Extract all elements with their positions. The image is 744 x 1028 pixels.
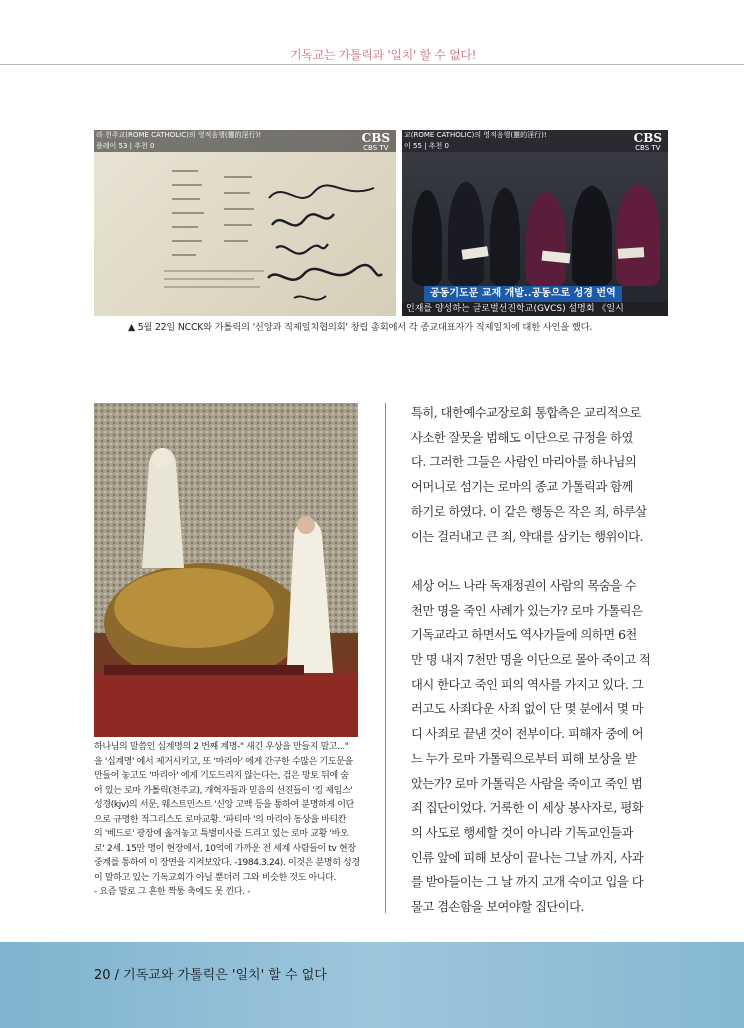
person-figure <box>448 182 484 286</box>
open-book <box>618 247 645 259</box>
body-line: 의 사도로 행세할 것이 아니라 기독교인들과 <box>411 825 633 840</box>
video-stats: 이 55 | 추천 0 <box>404 142 449 150</box>
body-line: 대시 한다고 죽인 피의 역사를 가지고 있다. 그 <box>411 677 644 692</box>
paragraph-gap <box>411 549 669 574</box>
body-line: 디 사죄로 끝낸 것이 전부이다. 피해자 중에 어 <box>411 727 644 742</box>
document-line <box>224 240 248 242</box>
page-footer <box>0 942 744 1028</box>
news-ticker: 인재를 양성하는 글로벌선진학교(GVCS) 설명회 《일시 <box>402 302 668 316</box>
header-rule <box>0 64 744 65</box>
photo-clergy-meeting <box>402 130 668 316</box>
news-headline-banner: 공동기도문 교재 개발..공동으로 성경 번역 <box>424 286 622 302</box>
statue-scene-drawing <box>94 403 358 737</box>
header-title: 기독교는 가톨릭과 '일치' 할 수 없다! <box>290 48 477 62</box>
document-line <box>224 176 252 178</box>
page-number-title: 20 / 기독교와 가톨릭은 '일치' 할 수 없다 <box>94 968 327 983</box>
cbs-logo <box>362 132 390 152</box>
document-line <box>224 224 252 226</box>
caption-line: 하나님의 말씀인 십계명의 2 번째 계명-" 새긴 우상을 만들지 말고..." <box>94 742 349 752</box>
document-line <box>164 278 254 280</box>
open-book <box>461 246 488 260</box>
caption-line: 중계를 통하여 이 장면을 지켜보았다. -1984.3.24). 이것은 분명히 성경 <box>94 858 360 868</box>
cbs-logo-text: CBS <box>633 131 662 145</box>
body-line: 이는 걸러내고 큰 죄, 약대를 삼키는 행위이다. <box>411 529 644 544</box>
document-line <box>172 240 202 242</box>
caption-line: 어 있는 로마 가톨릭(천주교), 개혁자들과 믿음의 선진들이 '킹 제임스' <box>94 785 353 796</box>
body-line: 죄 집단이었다. 거룩한 이 세상 봉사자로, 평화 <box>411 801 644 816</box>
body-line: 다. 그러한 그들은 사람인 마리아를 하나님의 <box>411 455 637 470</box>
signatures-drawing <box>264 170 384 310</box>
body-line: 특히, 대한예수교장로회 통합측은 교리적으로 <box>411 406 641 420</box>
body-line: 세상 어느 나라 독재정권이 사람의 목숨을 수 <box>411 578 637 593</box>
article-body <box>411 401 669 969</box>
body-line: 느 누가 로마 가톨릭으로부터 피해 보상을 받 <box>411 751 637 766</box>
caption-line: 을 '십계명' 에서 제거시키고, 또 '마리아' 에게 간구한 수많은 기도문을 <box>94 756 353 767</box>
photo-signed-document <box>94 130 396 316</box>
person-figure <box>526 192 566 286</box>
video-title: 교(ROME CATHOLIC)의 영적음행(靈的淫行)! <box>404 131 547 139</box>
document-line <box>224 192 250 194</box>
person-figure <box>616 184 660 286</box>
running-header <box>0 40 744 68</box>
body-line: 천만 명을 죽인 사례가 있는가? 로마 가톨릭은 <box>411 603 643 618</box>
body-line: 기독교라고 하면서도 역사가들에 의하면 6천 <box>411 628 637 643</box>
caption-line: 으로 규명한 적그리스도 로마교황. '파티마 '의 마리아 동상을 바티칸 <box>94 814 347 825</box>
caption-line: - 요즘 말로 그 흔한 짝퉁 축에도 못 낀다. - <box>94 887 251 897</box>
caption-line: 로' 2세. 15만 명이 현장에서, 10억에 가까운 전 세계 사람들이 tv 현장 <box>94 843 356 854</box>
video-stats: 플레이 53 | 추천 0 <box>96 142 155 150</box>
body-line: 았는가? 로마 가톨릭은 사람을 죽이고 죽인 범 <box>411 776 643 791</box>
statue-photo-caption <box>94 740 362 900</box>
column-divider <box>385 403 386 913</box>
cbs-logo-text: CBS <box>361 131 390 145</box>
photo-caption: ▲ 5월 22일 NCCK와 가톨릭의 '신앙과 직제일치협의회' 창립 총회에서 각 종교대표자가 직제일치에 대한 사인을 했다. <box>128 322 593 333</box>
document-line <box>172 212 204 214</box>
body-line: 만 명 내지 7천만 명을 이단으로 몰아 죽이고 적 <box>411 653 651 668</box>
person-figure <box>572 186 612 286</box>
caption-line: 이 말하고 있는 기독교회가 아닐 뿐더러 그와 비슷한 것도 아니다. <box>94 872 337 883</box>
person-figure <box>490 188 520 286</box>
document-line <box>172 198 200 200</box>
caption-line: 의 '베드로' 광장에 옮겨놓고 특별미사를 드리고 있는 로마 교황 '바오 <box>94 829 349 839</box>
photo-fatima-statue-mass <box>94 403 358 737</box>
broadcast-info-bar <box>402 130 668 152</box>
body-line: 사소한 잘못을 범해도 이단으로 규정을 하였 <box>411 430 633 445</box>
document-line <box>164 286 260 288</box>
person-figure <box>412 190 442 286</box>
body-line: 어머니로 섬기는 로마의 종교 가톨릭과 함께 <box>411 480 633 495</box>
document-line <box>224 208 254 210</box>
cbs-logo-sub: CBS TV <box>635 144 661 152</box>
body-line: 물고 겸손함을 보여야할 집단이다. <box>411 900 584 915</box>
broadcast-info-bar <box>94 130 396 152</box>
body-line: 를 받아들이는 그 날 까지 고개 숙이고 입을 다 <box>411 875 644 890</box>
cbs-logo-sub: CBS TV <box>363 144 389 152</box>
document-line <box>172 254 196 256</box>
paragraph-gap <box>411 920 669 945</box>
document-line <box>172 226 198 228</box>
cbs-logo <box>634 132 662 152</box>
body-line: 인류 앞에 피해 보상이 끝나는 그날 까지, 사과 <box>411 850 644 865</box>
body-line: 하기로 하였다. 이 같은 행동은 작은 죄, 하루살 <box>411 504 647 519</box>
document-line <box>164 270 264 272</box>
video-title: 라 천주교(ROME CATHOLIC)의 영적음행(靈的淫行)! <box>96 131 262 139</box>
caption-line: 만들어 놓고도 '마리아' 에게 기도드리지 않는다는, 검은 망토 뒤에 숨 <box>94 771 349 781</box>
document-line <box>172 170 198 172</box>
body-line: 러고도 사죄다운 사죄 없이 단 몇 분에서 몇 마 <box>411 702 644 717</box>
document-line <box>172 184 202 186</box>
caption-line: 성경(kjv)의 서문, 웨스트민스트 '신앙 고백 등을 통하여 분명하게 이단 <box>94 800 354 810</box>
